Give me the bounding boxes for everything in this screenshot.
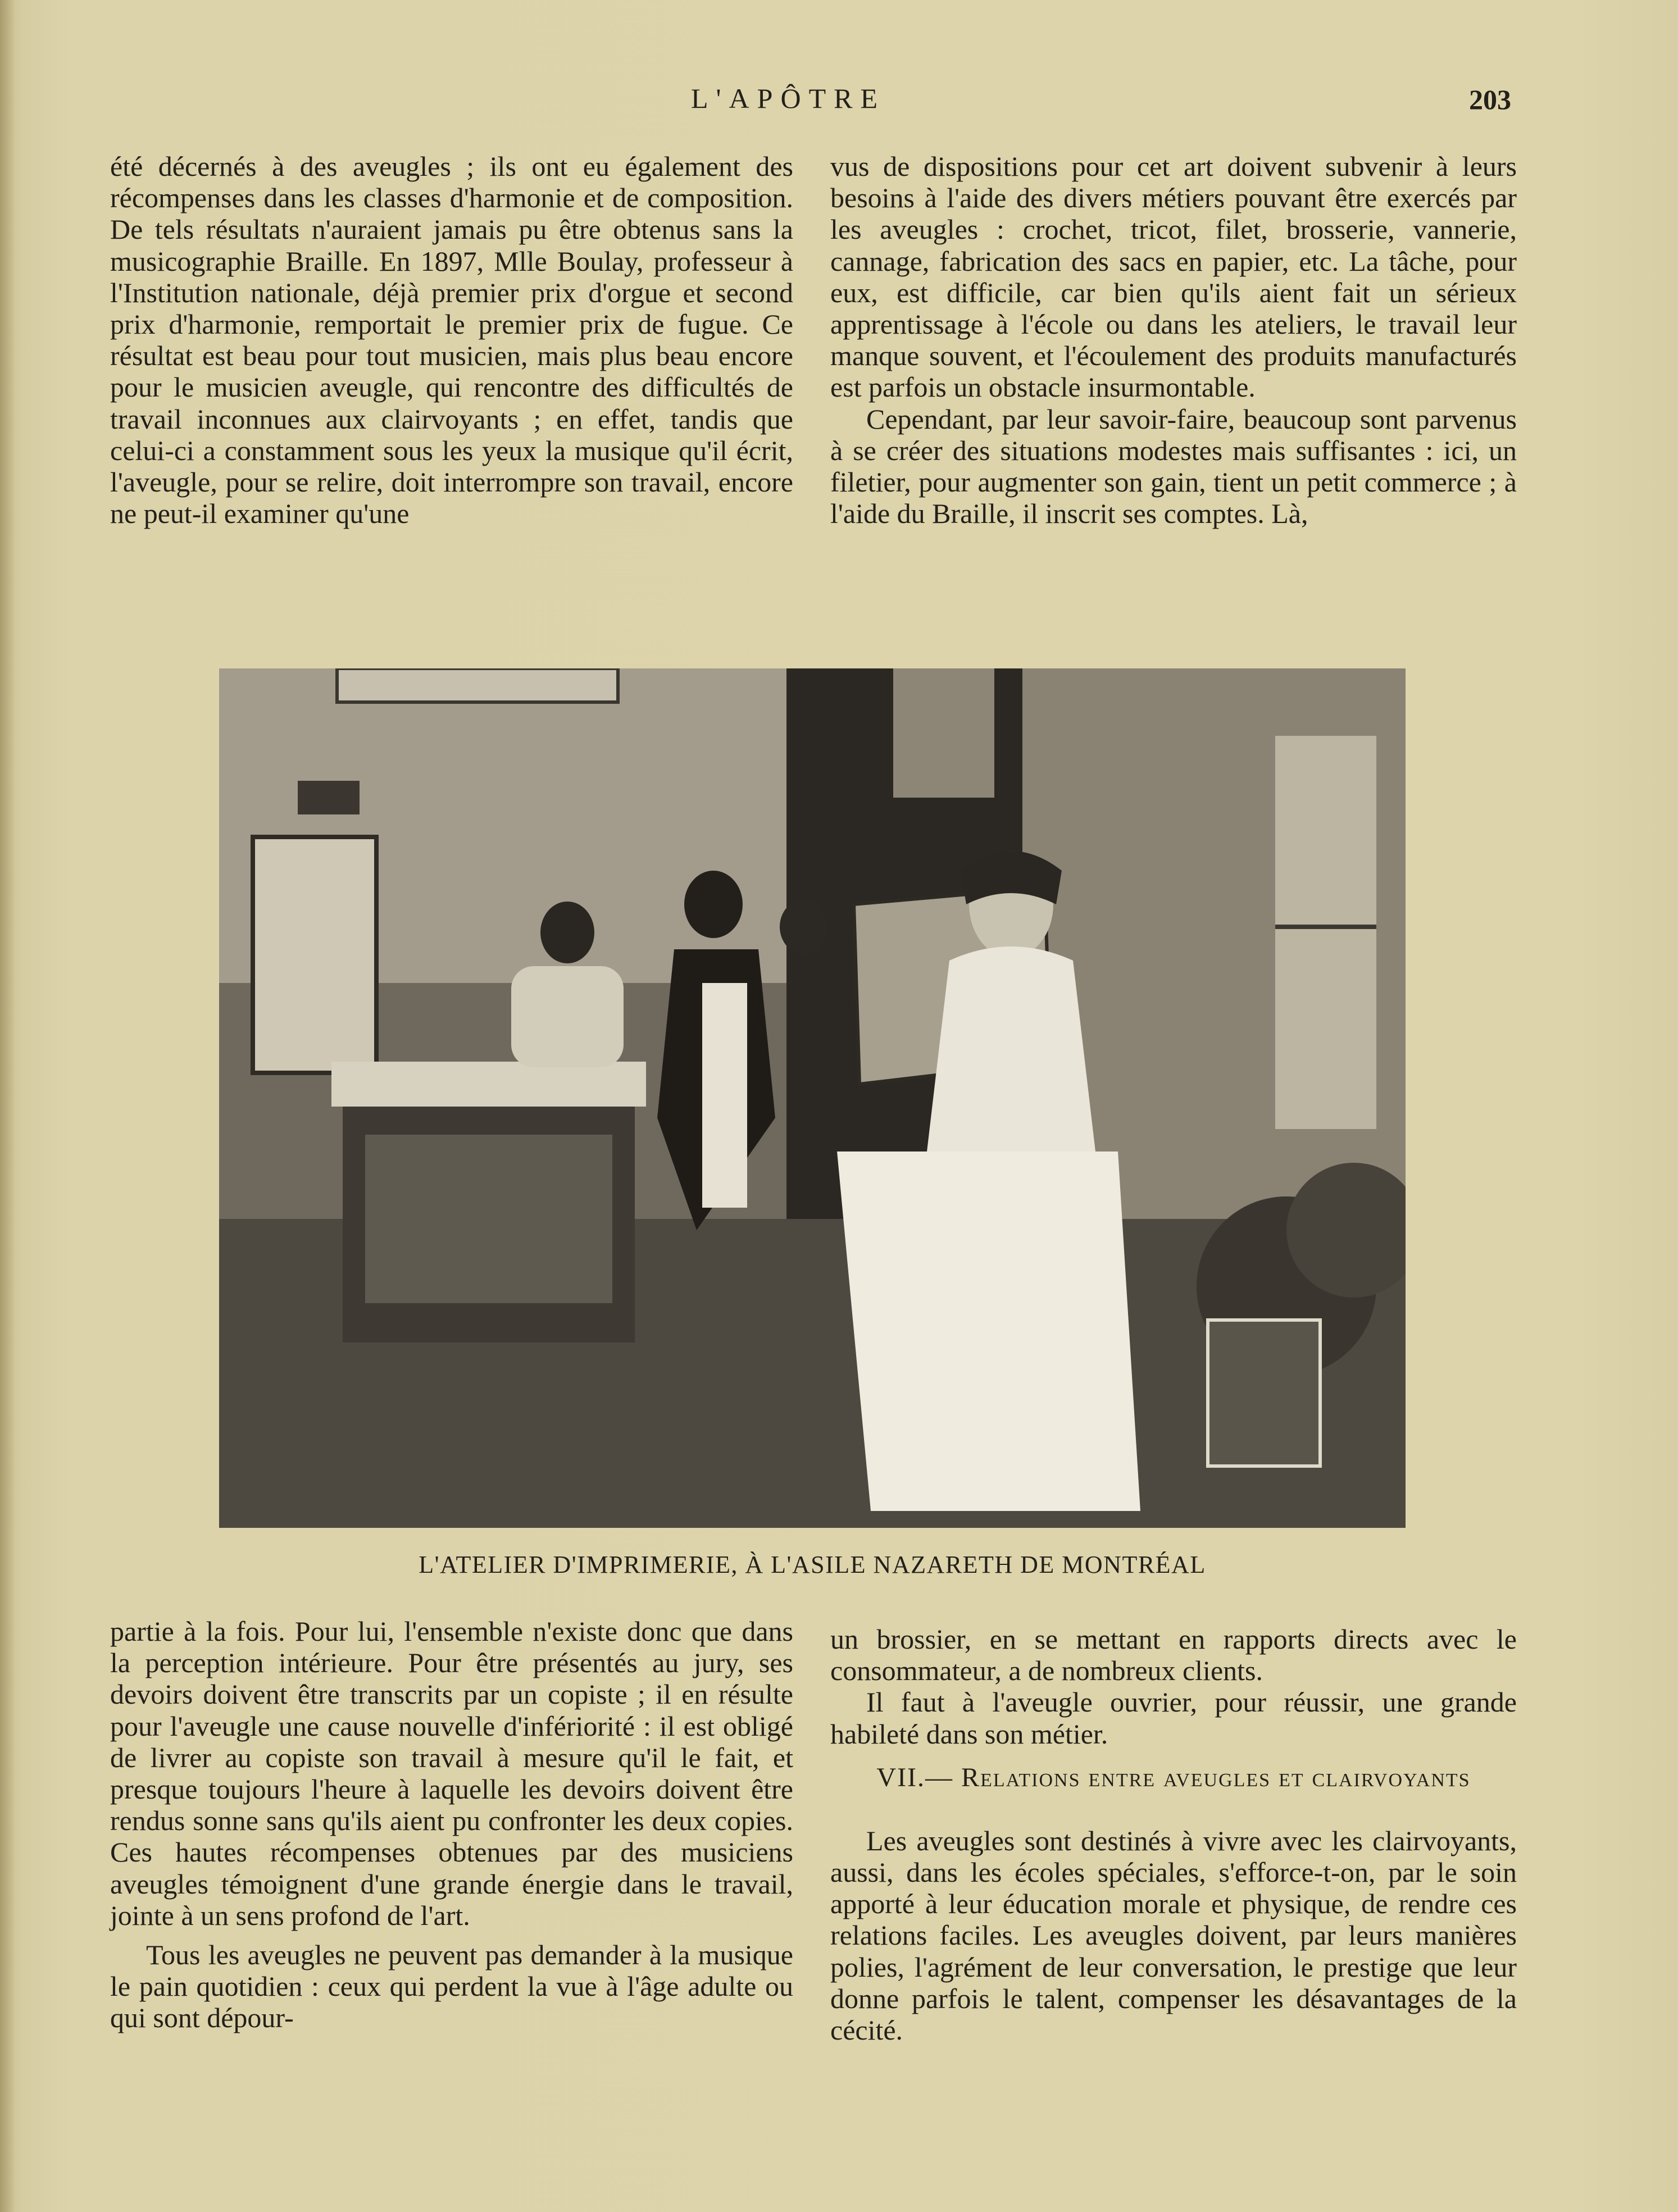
page-binding-edge — [0, 0, 15, 2212]
page-number: 203 — [1469, 84, 1511, 115]
paragraph: Il faut à l'aveugle ouvrier, pour réussir, une grande habileté dans son métier. — [830, 1686, 1517, 1750]
paragraph: été décernés à des aveugles ; ils ont eu également des récompenses dans les classes d'harmonie et de composition. De tels résultats n'auraient jamais pu être obtenus sans la musicographie Braille. En 1897, Mlle Boulay, professeur à l'Institution nationale, déjà premier prix d'orgue et second prix d'harmonie, remportait le premier prix de fugue. Ce résultat est beau pour tout musicien, mais plus beau encore pour le musicien aveugle, qui rencontre des difficultés de travail inconnues aux clairvoyants ; en effet, tandis que celui-ci a constamment sous les yeux la musique qu'il écrit, l'aveugle, pour se relire, doit interrompre son travail, encore ne peut-il examiner qu'une — [110, 151, 793, 530]
section-number: VII.— — [876, 1762, 954, 1792]
column-right-top — [830, 151, 1517, 529]
running-head — [0, 79, 1678, 124]
section-title: Relations entre aveugles et clairvoyants — [961, 1762, 1471, 1792]
paragraph: un brossier, en se mettant en rapports directs avec le consommateur, a de nombreux clients. — [830, 1623, 1517, 1687]
paragraph: Les aveugles sont destinés à vivre avec les clairvoyants, aussi, dans les écoles spéciales, s'efforce-t-on, par le soin apporté à leur éducation morale et physique, de rendre ces relations faciles. Les aveugles doivent, par leurs manières polies, l'agrément de leur conversation, le prestige que leur donne parfois le talent, compenser les désavantages de la cécité. — [830, 1824, 1517, 2046]
paragraph: Cependant, par leur savoir-faire, beaucoup sont parvenus à se créer des situations modestes mais suffisantes : ici, un filetier, pour augmenter son gain, tient un petit commerce ; à l'aide du Braille, il inscrit ses comptes. Là, — [830, 403, 1517, 530]
column-right-bottom — [830, 1623, 1517, 2046]
photograph-printing-workshop — [219, 668, 1406, 1528]
paragraph: vus de dispositions pour cet art doivent subvenir à leurs besoins à l'aide des divers métiers pouvant être exercés par les aveugles : crochet, tricot, filet, brosserie, vannerie, cannage, fabrication des sacs en papier, etc. La tâche, pour eux, est difficile, car bien qu'ils aient fait un sérieux apprentissage à l'école ou dans les ateliers, le travail leur manque souvent, et l'écoulement des produits manufacturés est parfois un obstacle insurmontable. — [830, 151, 1517, 403]
column-left-bottom — [110, 1615, 793, 2034]
photograph-illustration — [219, 668, 1406, 1528]
section-heading — [830, 1760, 1517, 1796]
figure-caption: L'ATELIER D'IMPRIMERIE, À L'ASILE NAZARETH DE MONTRÉAL — [419, 1551, 1206, 1578]
journal-title: L'APÔTRE — [691, 83, 886, 114]
column-left-top — [110, 151, 793, 529]
paragraph: partie à la fois. Pour lui, l'ensemble n'existe donc que dans la perception intérieure. Pour être présentés au jury, ses devoirs doivent être transcrits par un copiste ; il en résulte pour l'aveugle une cause nouvelle d'infériorité : il est obligé de livrer au copiste son travail à mesure qu'il le fait, et presque toujours l'heure à laquelle les devoirs doivent être rendus sonne sans qu'ils aient pu confronter les deux copies. Ces hautes récompenses obtenues par des musiciens aveugles témoignent d'une grande énergie dans le travail, jointe à un sens profond de l'art. — [110, 1615, 793, 1931]
paragraph: Tous les aveugles ne peuvent pas demander à la musique le pain quotidien : ceux qui perdent la vue à l'âge adulte ou qui sont dépour- — [110, 1939, 793, 2034]
